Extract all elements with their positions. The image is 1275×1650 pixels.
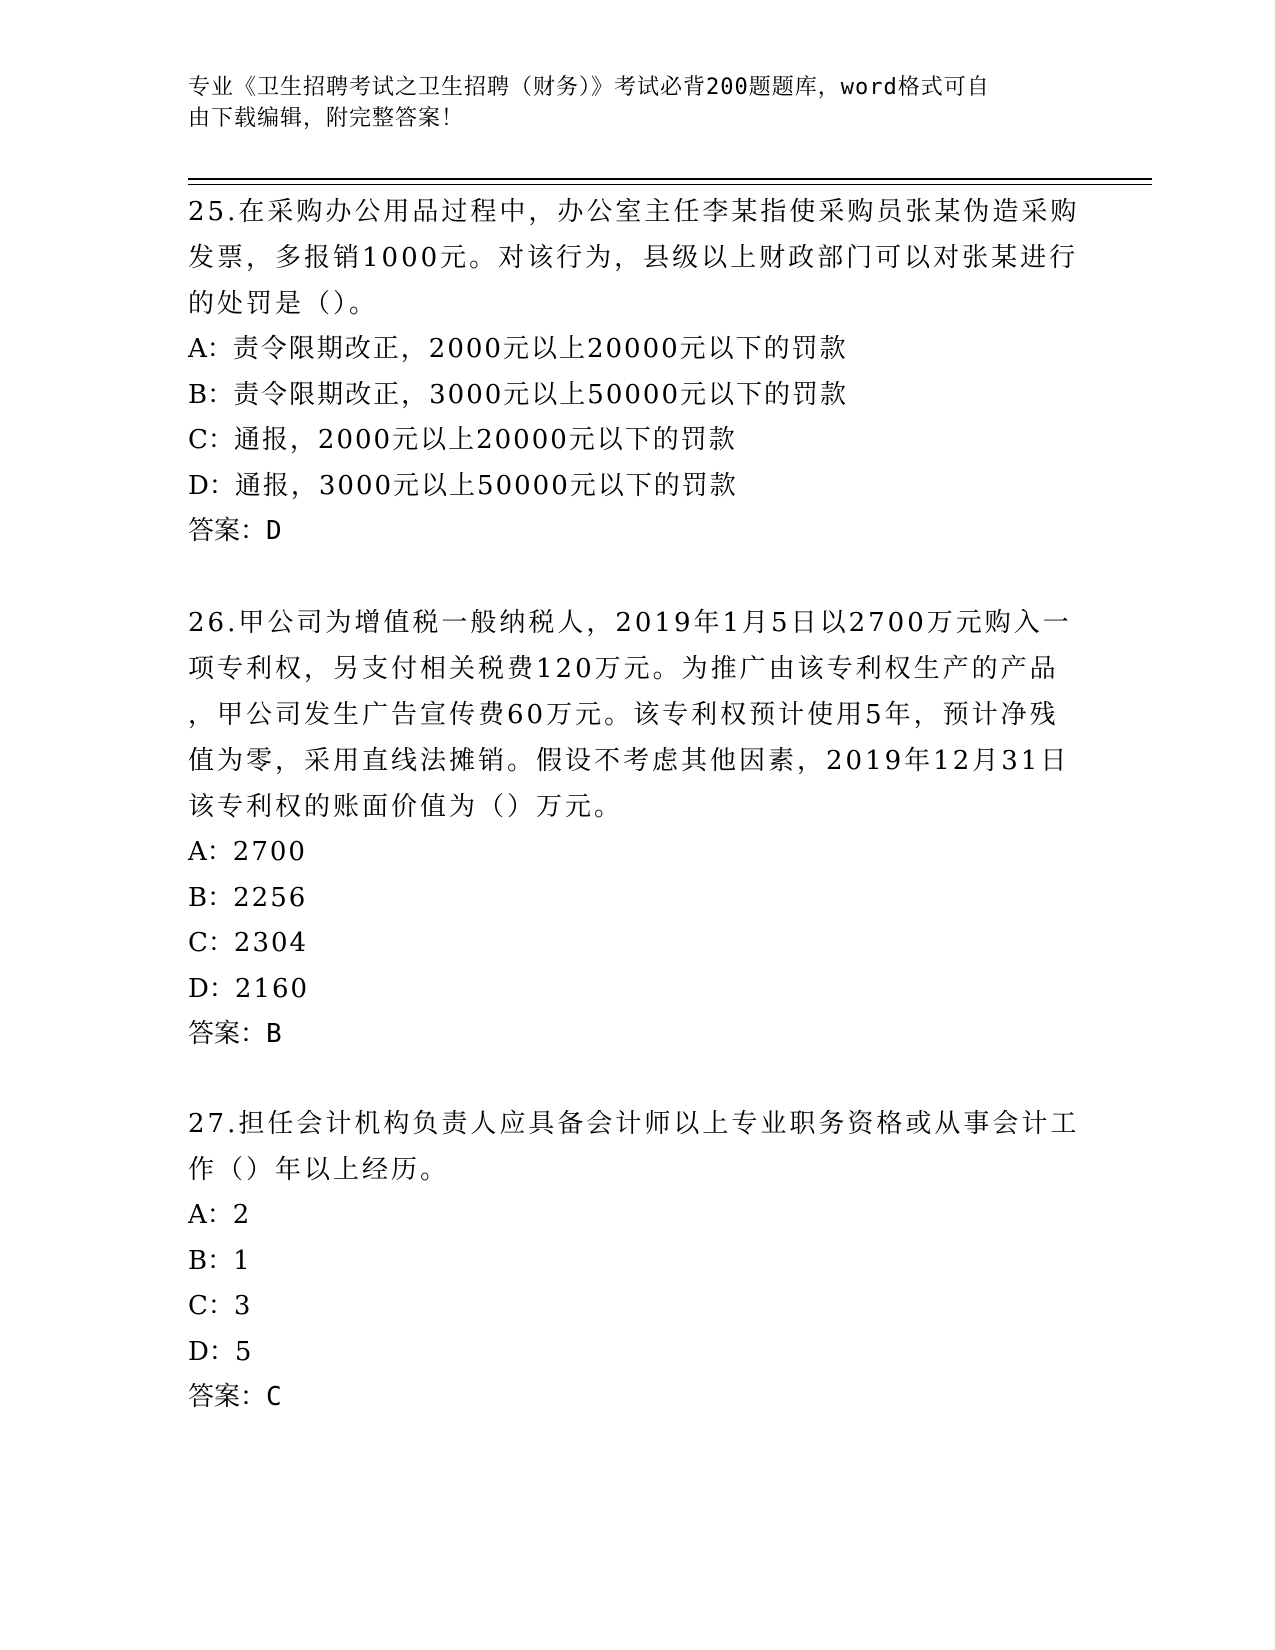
option-c (188, 921, 1088, 967)
question-text-line: 25.在采购办公用品过程中，办公室主任李某指使采购员张某伪造采购 (188, 197, 1080, 227)
option-text: 5 (234, 1336, 254, 1367)
answer-label: 答案：C (188, 1382, 282, 1412)
option-text: 通报，3000元以上50000元以下的罚款 (234, 470, 738, 501)
option-key: B： (188, 1245, 234, 1276)
header-divider (188, 178, 1152, 180)
header-divider-thin (188, 184, 1152, 185)
question-text-line: 27.担任会计机构负责人应具备会计师以上专业职务资格或从事会计工 (188, 1109, 1080, 1139)
question-text-line: 发票，多报销1000元。对该行为，县级以上财政部门可以对张某进行 (188, 243, 1079, 273)
option-key: A： (188, 1200, 233, 1230)
option-d (188, 1330, 1088, 1376)
option-b (188, 876, 1088, 922)
header-line: 由下载编辑，附完整答案！ (188, 106, 465, 131)
answer-label: 答案：D (188, 516, 282, 546)
option-key: B： (188, 882, 234, 913)
option-key: D： (188, 1336, 235, 1367)
answer-label: 答案：B (188, 1019, 282, 1049)
option-text: 2304 (233, 928, 309, 958)
question-text-line: 作（）年以上经历。 (188, 1155, 450, 1185)
question-text-line: 该专利权的账面价值为（）万元。 (188, 792, 624, 822)
document-header (188, 72, 1068, 134)
option-text: 3 (233, 1291, 253, 1321)
option-text: 2 (232, 1200, 252, 1230)
option-c (188, 1284, 1088, 1330)
option-key: A： (188, 837, 233, 867)
header-line: 专业《卫生招聘考试之卫生招聘（财务）》考试必背200题题库，word格式可自 (188, 75, 990, 100)
option-d (188, 967, 1088, 1013)
option-key: C： (188, 425, 234, 455)
option-text: 通报，2000元以上20000元以下的罚款 (233, 425, 737, 455)
option-text: 2160 (234, 973, 310, 1004)
option-text: 2700 (232, 837, 307, 867)
option-key: D： (188, 973, 235, 1004)
option-a (188, 327, 1088, 373)
option-key: C： (188, 928, 234, 958)
option-text: 责令限期改正，3000元以上50000元以下的罚款 (233, 379, 848, 410)
question-text-line: 值为零，采用直线法摊销。假设不考虑其他因素，2019年12月31日 (188, 746, 1070, 776)
option-text: 1 (233, 1245, 252, 1276)
option-c (188, 418, 1088, 464)
question-text-line: ，甲公司发生广告宣传费60万元。该专利权预计使用5年，预计净残 (188, 700, 1059, 730)
option-b (188, 1239, 1088, 1285)
option-text: 责令限期改正，2000元以上20000元以下的罚款 (232, 334, 848, 364)
question-text-line: 项专利权，另支付相关税费120万元。为推广由该专利权生产的产品 (188, 654, 1059, 684)
question-text-line: 的处罚是（）。 (188, 289, 379, 319)
option-text: 2256 (233, 882, 308, 913)
option-key: B： (188, 379, 234, 410)
option-b (188, 373, 1088, 419)
option-key: A： (188, 334, 233, 364)
question-text-line: 26.甲公司为增值税一般纳税人，2019年1月5日以2700万元购入一 (188, 608, 1072, 638)
option-a (188, 830, 1088, 876)
option-key: C： (188, 1291, 234, 1321)
option-d (188, 464, 1088, 510)
question-block (188, 600, 1088, 1058)
question-block (188, 1101, 1088, 1421)
question-block (188, 189, 1088, 555)
option-key: D： (188, 470, 235, 501)
option-a (188, 1193, 1088, 1239)
